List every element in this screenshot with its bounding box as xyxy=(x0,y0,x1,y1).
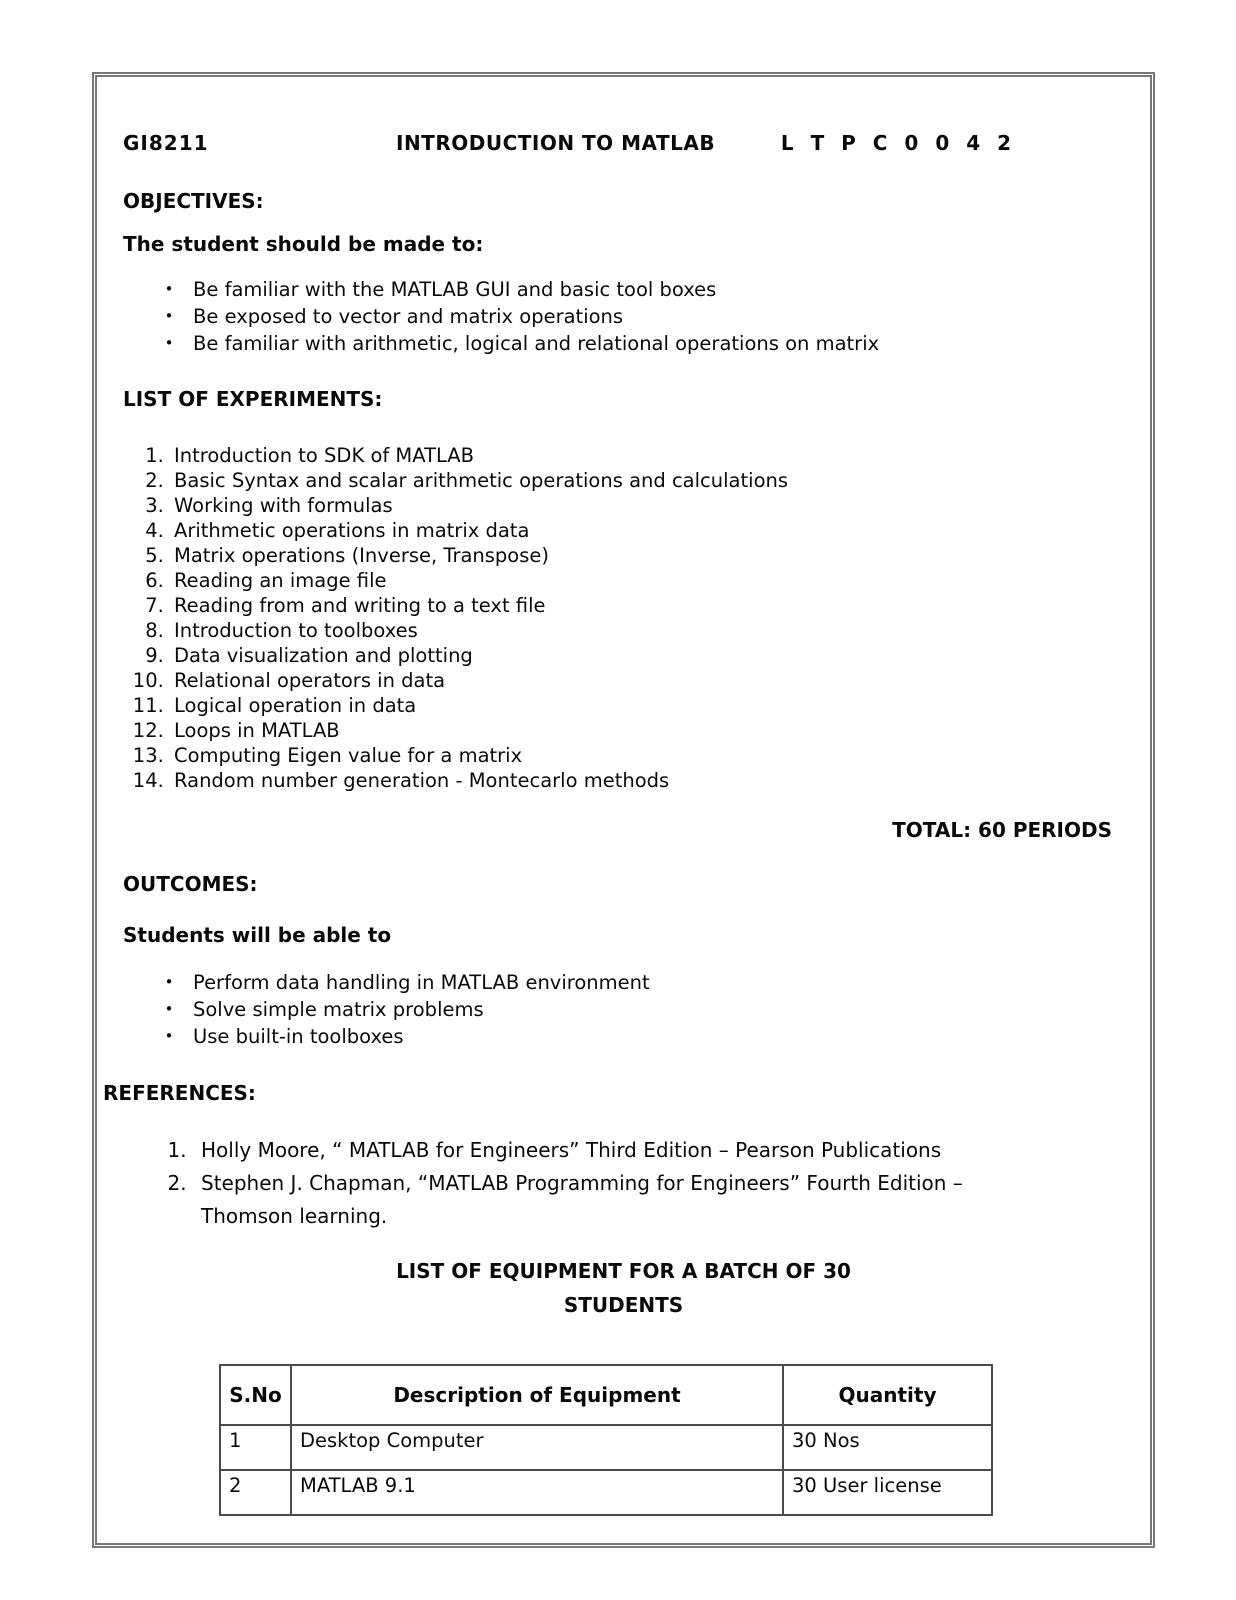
course-code: GI8211 xyxy=(123,131,209,155)
list-item xyxy=(123,303,1150,330)
outcome-text: Solve simple matrix problems xyxy=(193,998,484,1021)
objective-text: Be familiar with the MATLAB GUI and basic tool boxes xyxy=(193,278,717,301)
experiment-item: 11. Logical operation in data xyxy=(170,693,1150,718)
references-list xyxy=(123,1134,1150,1233)
cell-sno: 2 xyxy=(220,1470,291,1515)
experiment-item: 9. Data visualization and plotting xyxy=(170,643,1150,668)
reference-item xyxy=(193,1134,1073,1167)
bullet-icon: • xyxy=(164,334,174,352)
bullet-icon: • xyxy=(164,307,174,325)
outcomes-list xyxy=(123,969,1150,1050)
list-item xyxy=(123,330,1150,357)
list-item xyxy=(123,969,1150,996)
table-row xyxy=(220,1470,992,1515)
cell-description: MATLAB 9.1 xyxy=(291,1470,783,1515)
experiment-item: 14. Random number generation - Montecarlo methods xyxy=(170,768,1150,793)
bullet-icon: • xyxy=(164,1000,174,1018)
bullet-icon: • xyxy=(164,973,174,991)
experiment-item: 4. Arithmetic operations in matrix data xyxy=(170,518,1150,543)
experiment-item: 1. Introduction to SDK of MATLAB xyxy=(170,443,1150,468)
table-row xyxy=(220,1425,992,1470)
course-title: INTRODUCTION TO MATLAB xyxy=(396,131,716,155)
experiment-item: 6. Reading an image file xyxy=(170,568,1150,593)
outcomes-heading: OUTCOMES: xyxy=(123,872,258,896)
syllabus-page xyxy=(92,72,1155,1548)
cell-description: Desktop Computer xyxy=(291,1425,783,1470)
experiment-item: 10. Relational operators in data xyxy=(170,668,1150,693)
reference-text: Thomson learning. xyxy=(201,1204,388,1228)
experiments-list xyxy=(123,443,1150,793)
col-header-quantity: Quantity xyxy=(783,1365,992,1425)
reference-text: 1. Holly Moore, “ MATLAB for Engineers” Third Edition – Pearson Publications xyxy=(201,1138,942,1162)
experiment-item: 3. Working with formulas xyxy=(170,493,1150,518)
equipment-title-line: LIST OF EQUIPMENT FOR A BATCH OF 30 xyxy=(396,1259,851,1283)
col-header-sno: S.No xyxy=(220,1365,291,1425)
equipment-table xyxy=(219,1364,993,1516)
list-item xyxy=(123,996,1150,1023)
objectives-heading: OBJECTIVES: xyxy=(123,189,264,213)
col-header-description: Description of Equipment xyxy=(291,1365,783,1425)
reference-text: 2. Stephen J. Chapman, “MATLAB Programming for Engineers” Fourth Edition – xyxy=(201,1171,963,1195)
table-header-row xyxy=(220,1365,992,1425)
experiment-item: 8. Introduction to toolboxes xyxy=(170,618,1150,643)
equipment-title xyxy=(123,1254,1150,1322)
bullet-icon: • xyxy=(164,280,174,298)
experiment-item: 2. Basic Syntax and scalar arithmetic operations and calculations xyxy=(170,468,1150,493)
total-periods: TOTAL: 60 PERIODS xyxy=(892,818,1112,842)
course-header xyxy=(123,131,1150,155)
cell-quantity: 30 Nos xyxy=(783,1425,992,1470)
cell-sno: 1 xyxy=(220,1425,291,1470)
objectives-list xyxy=(123,276,1150,357)
reference-item xyxy=(193,1167,1073,1233)
outcome-text: Perform data handling in MATLAB environment xyxy=(193,971,650,994)
outcome-text: Use built-in toolboxes xyxy=(193,1025,404,1048)
list-item xyxy=(123,276,1150,303)
experiment-item: 13. Computing Eigen value for a matrix xyxy=(170,743,1150,768)
course-credits: L T P C 0 0 4 2 xyxy=(780,131,1014,155)
objectives-subheading: The student should be made to: xyxy=(123,232,484,256)
objective-text: Be familiar with arithmetic, logical and relational operations on matrix xyxy=(193,332,880,355)
outcomes-subheading: Students will be able to xyxy=(123,923,392,947)
equipment-title-line: STUDENTS xyxy=(563,1293,684,1317)
list-item xyxy=(123,1023,1150,1050)
objective-text: Be exposed to vector and matrix operations xyxy=(193,305,624,328)
experiment-item: 5. Matrix operations (Inverse, Transpose) xyxy=(170,543,1150,568)
cell-quantity: 30 User license xyxy=(783,1470,992,1515)
experiments-heading: LIST OF EXPERIMENTS: xyxy=(123,387,383,411)
references-heading: REFERENCES: xyxy=(103,1081,256,1105)
bullet-icon: • xyxy=(164,1027,174,1045)
experiment-item: 12. Loops in MATLAB xyxy=(170,718,1150,743)
experiment-item: 7. Reading from and writing to a text file xyxy=(170,593,1150,618)
